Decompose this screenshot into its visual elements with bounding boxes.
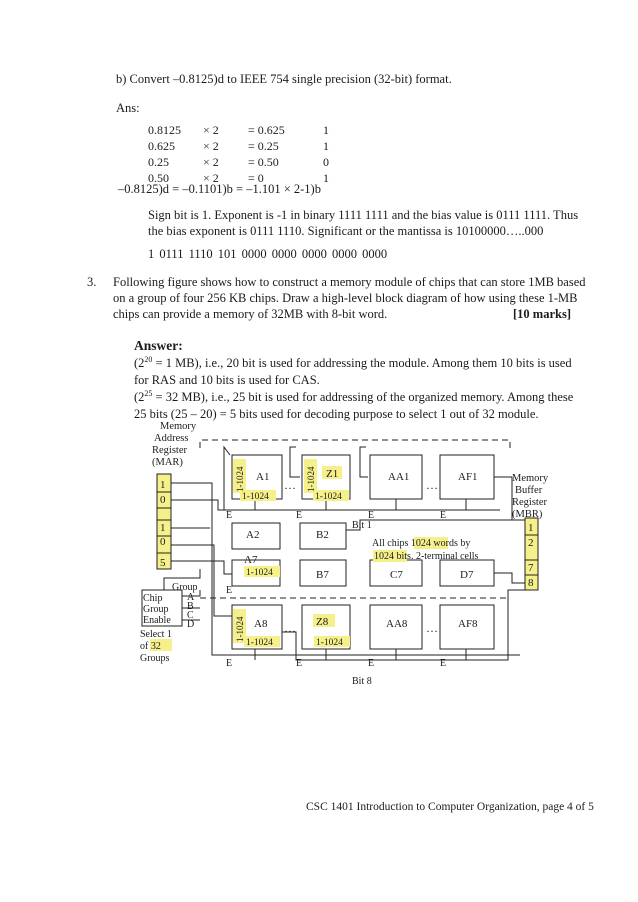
- conversion-cell: × 2: [203, 155, 219, 169]
- conversion-cell: 0.625: [148, 139, 175, 153]
- q3-marks: [10 marks]: [513, 307, 571, 321]
- conversion-cell: 1: [323, 139, 329, 153]
- answer-p3: ($2^{25} = 32$ MB), i.e., 25 bit is used for addressing of the organized memory. Among these: [134, 389, 574, 405]
- part-b-question: b) Convert –0.8125)d to IEEE 754 single precision (32-bit) format.: [116, 72, 452, 86]
- enable-7: E: [296, 658, 303, 669]
- chip-z1-label: Z1: [326, 468, 339, 480]
- group-line-b: B: [187, 601, 194, 612]
- chip-b7-label: B7: [316, 569, 329, 581]
- mbr-label-3: Register: [512, 497, 547, 508]
- conversion-cell: 1: [323, 171, 329, 185]
- group-label: Group: [172, 582, 198, 593]
- q3-line-2: on a group of four 256 KB chips. Draw a high-level block diagram of how using these 1-MB: [113, 291, 578, 305]
- chip-d7-label: D7: [460, 569, 474, 581]
- conversion-cell: = 0.625: [248, 123, 285, 137]
- select-label-2: of 32: [140, 641, 161, 652]
- dots-2: …: [426, 478, 438, 492]
- enable-8: E: [368, 658, 375, 669]
- vert-label-a1: 1-1024: [235, 466, 245, 492]
- dots-3: …: [284, 621, 296, 635]
- dots-1: …: [284, 478, 296, 492]
- conversion-cell: 0: [323, 155, 329, 169]
- chip-aa8-label: AA8: [386, 618, 408, 630]
- ans-label: Ans:: [116, 101, 140, 115]
- chip-c7-label: C7: [390, 569, 403, 581]
- chip-b2-label: B2: [316, 529, 329, 541]
- q3-line-1: Following figure shows how to construct a memory module of chips that can store 1MB based: [113, 275, 586, 289]
- conversion-cell: = 0.50: [248, 155, 279, 169]
- answer-p1: ($2^{20} = 1$ MB), i.e., 20 bit is used for addressing the module. Among them 10 bits is used: [134, 355, 572, 371]
- enable-1: E: [226, 510, 233, 521]
- mbr-cell-2: 2: [528, 537, 534, 549]
- enable-4: E: [440, 510, 447, 521]
- mbr-label-1: Memory: [512, 473, 549, 484]
- q3-number: 3.: [87, 275, 97, 289]
- vert-label-a8: 1-1024: [235, 616, 245, 642]
- enable-6: E: [226, 658, 233, 669]
- chip-a2-label: A2: [246, 529, 260, 541]
- answer-p2: for RAS and 10 bits is used for CAS.: [134, 373, 320, 387]
- mbr-cell-3: 7: [528, 562, 534, 574]
- mbr-cell-4: 8: [528, 577, 534, 589]
- group-line-a: A: [187, 592, 195, 603]
- chip-label-z1: 1-1024: [315, 492, 342, 502]
- enable-5: E: [226, 585, 233, 596]
- answer-label: Answer:: [134, 338, 183, 353]
- chip-a8-label: A8: [254, 618, 268, 630]
- mbr-cell-1: 1: [528, 522, 534, 534]
- conversion-cell: 1: [323, 123, 329, 137]
- bits-line: 1 0111 1110 101 0000 0000 0000 0000 0000: [148, 247, 388, 261]
- bit-8-label: Bit 8: [352, 676, 372, 687]
- chip-a1-label: A1: [256, 471, 270, 483]
- conversion-cell: × 2: [203, 123, 219, 137]
- mar-label-1: Memory: [160, 421, 197, 432]
- chip-label-z8: 1-1024: [316, 638, 343, 648]
- q3-line-3: chips can provide a memory of 32MB with 8-bit word.: [113, 307, 388, 321]
- enable-9: E: [440, 658, 447, 669]
- note-line-1: All chips 1024 words by: [372, 538, 471, 549]
- mar-label-4: (MAR): [152, 457, 183, 468]
- select-label-3: Groups: [140, 653, 170, 664]
- mbr-label-4: (MBR): [512, 509, 543, 520]
- sign-line-2: the bias exponent is 0111 1110. Significant or the mantissa is 10100000…..000: [148, 224, 544, 238]
- conversion-cell: × 2: [203, 139, 219, 153]
- mbr-label-2: Buffer: [515, 485, 543, 496]
- vert-label-z1: 1-1024: [306, 466, 316, 492]
- chip-aa1-label: AA1: [388, 471, 410, 483]
- select-label-1: Select 1: [140, 629, 172, 640]
- mar-cell-4: 0: [160, 536, 166, 548]
- chip-label-a8: 1-1024: [246, 638, 273, 648]
- answer-p4: 25 bits (25 – 20) = 5 bits used for decoding purpose to select 1 out of 32 module.: [134, 407, 539, 421]
- conversion-cell: 0.50: [148, 171, 169, 185]
- conversion-cell: 0.8125: [148, 123, 181, 137]
- page-footer: CSC 1401 Introduction to Computer Organization, page 4 of 5: [306, 801, 594, 813]
- chip-a7-label: A7: [244, 554, 258, 566]
- conversion-result: –0.8125)d = –0.1101)b = –1.101 × 2-1)b: [118, 182, 321, 196]
- conversion-cell: = 0: [248, 171, 264, 185]
- conversion-cell: × 2: [203, 171, 219, 185]
- conversion-cell: = 0.25: [248, 139, 279, 153]
- mar-cell-2: 0: [160, 494, 166, 506]
- mar-cell-3: 1: [160, 522, 166, 534]
- chip-label-a7: 1-1024: [246, 568, 273, 578]
- note-line-2: 1024 bits. 2-terminal cells: [374, 551, 479, 562]
- chip-af8-label: AF8: [458, 618, 478, 630]
- mar-cell-5: 5: [160, 557, 166, 569]
- mar-label-2: Address: [154, 433, 189, 444]
- mar-cell-1: 1: [160, 479, 166, 491]
- chip-enable-3: Enable: [143, 615, 171, 626]
- chip-af1-label: AF1: [458, 471, 478, 483]
- chip-enable-1: Chip: [143, 593, 163, 604]
- mar-label-3: Register: [152, 445, 187, 456]
- enable-3: E: [368, 510, 375, 521]
- group-line-d: D: [187, 619, 195, 630]
- chip-z8-label: Z8: [316, 616, 329, 628]
- enable-2: E: [296, 510, 303, 521]
- sign-line-1: Sign bit is 1. Exponent is -1 in binary 1111 1111 and the bias value is 0111 1111. Thus: [148, 208, 579, 222]
- dots-4: …: [426, 621, 438, 635]
- group-line-c: C: [187, 610, 194, 621]
- chip-label-a1: 1-1024: [242, 492, 269, 502]
- chip-enable-2: Group: [143, 604, 169, 615]
- bit-1-label: Bit 1: [352, 520, 372, 531]
- conversion-cell: 0.25: [148, 155, 169, 169]
